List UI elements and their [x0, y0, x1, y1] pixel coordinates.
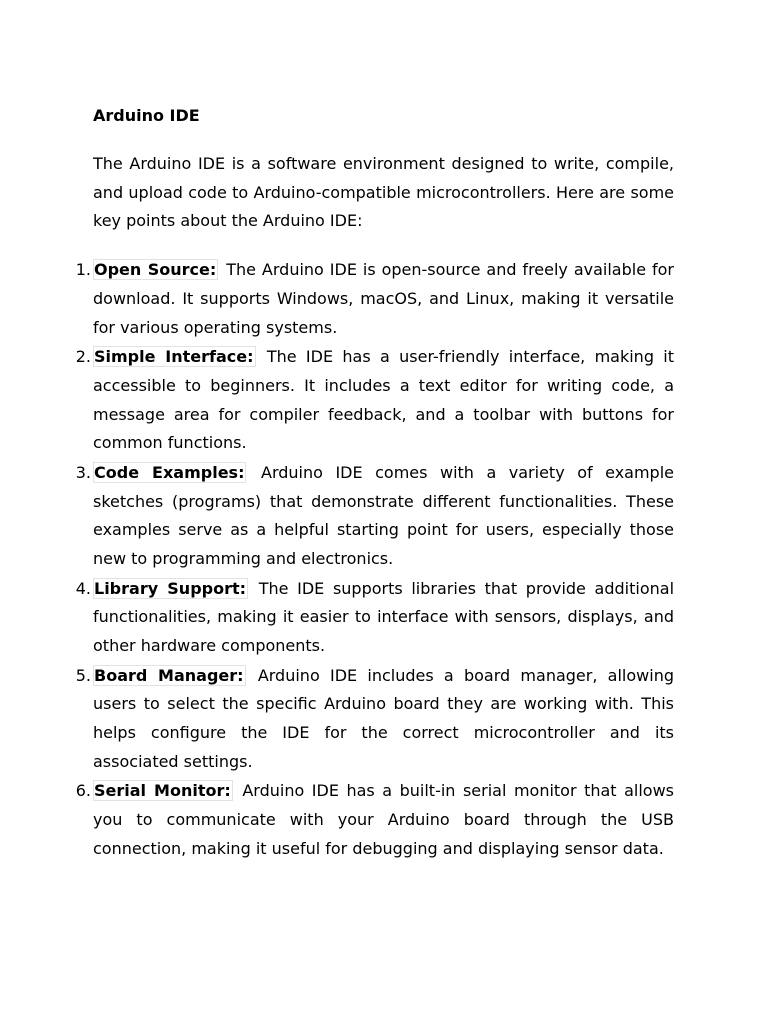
list-item-text: Arduino IDE has a built-in serial monitor that allows you to communicate with your Arduino board through the USB connection, making it useful for debugging and displaying sensor data.	[93, 781, 675, 858]
list-number: 5.	[75, 665, 91, 685]
list-item-term: Simple Interface:	[94, 347, 254, 367]
list-item	[75, 459, 675, 574]
list-number: 6.	[75, 781, 91, 801]
list-item-term: Board Manager:	[94, 665, 244, 685]
list-item	[75, 777, 675, 863]
list-number: 3.	[75, 462, 91, 482]
list-number: 2.	[75, 347, 91, 367]
key-points-list	[75, 256, 675, 863]
document-page	[75, 104, 675, 864]
list-item-text: Arduino IDE comes with a variety of example sketches (programs) that demonstrate different functionalities. These examples serve as a helpful starting point for users, especially those new to programming and electronics.	[93, 462, 675, 568]
list-item-text: The IDE has a user-friendly interface, making it accessible to beginners. It includes a text editor for writing code, a message area for compiler feedback, and a toolbar with buttons for common functions.	[93, 347, 675, 453]
list-item-text: The IDE supports libraries that provide additional functionalities, making it easier to interface with sensors, displays, and other hardware components.	[93, 578, 675, 655]
document-title: Arduino IDE	[93, 106, 200, 125]
list-item-text: Arduino IDE includes a board manager, allowing users to select the specific Arduino board they are working with. This helps configure the IDE for the correct microcontroller and its associated settings.	[93, 665, 674, 771]
list-item-term: Code Examples:	[94, 462, 245, 482]
list-item	[75, 256, 674, 342]
list-item-term: Open Source:	[94, 260, 217, 280]
list-number: 4.	[75, 578, 91, 598]
list-item-term: Library Support:	[94, 578, 247, 598]
list-item-text: The Arduino IDE is open-source and freely available for download. It supports Windows, macOS, and Linux, making it versatile for various operating systems.	[93, 260, 674, 337]
list-number: 1.	[75, 260, 91, 280]
list-item-term: Serial Monitor:	[94, 781, 231, 801]
intro-paragraph: The Arduino IDE is a software environment designed to write, compile, and upload code to Arduino-compatible microcontrollers. Here are some key points about the Arduino IDE:	[93, 154, 674, 231]
list-item	[75, 575, 675, 661]
list-item	[75, 343, 675, 458]
list-item	[75, 662, 674, 777]
